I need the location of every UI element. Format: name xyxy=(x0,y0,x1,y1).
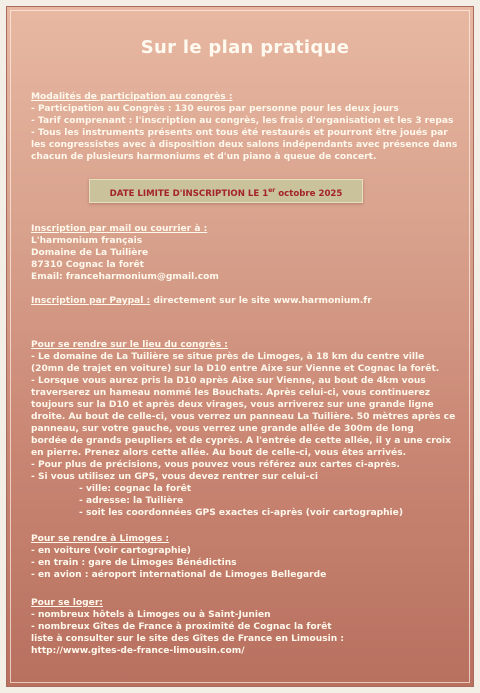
acces-line: droite. Au bout de celle-ci, vous verrez un panneau La Tuilière. 50 mètres après ce xyxy=(31,412,456,422)
limoges-heading: Pour se rendre à Limoges : xyxy=(31,534,170,544)
limoges-line: - en train : gare de Limoges Bénédictins xyxy=(31,558,237,568)
acces-line: bordée de grands peupliers et de cyprès. A l'entrée de cette allée, il y a une croix xyxy=(31,436,451,446)
acces-line: (20mn de trajet en voiture) sur la D10 entre Aixe sur Vienne et Cognac la forêt. xyxy=(31,364,440,374)
mail-line: Domaine de La Tuilière xyxy=(31,248,149,258)
mail-heading: Inscription par mail ou courrier à : xyxy=(31,224,208,234)
limoges-line: - en voiture (voir cartographie) xyxy=(31,546,191,556)
page-frame xyxy=(6,6,474,687)
acces-line: toujours sur la D10 et après deux virages, vous arriverez sur une grande ligne xyxy=(31,400,434,410)
paypal-heading: Inscription par Paypal : xyxy=(31,296,151,306)
gps-line: - soit les coordonnées GPS exactes ci-après (voir cartographie) xyxy=(79,508,404,518)
acces-line: - Lorsque vous aurez pris la D10 après Aixe sur Vienne, au bout de 4km vous xyxy=(31,376,426,386)
gps-line: - adresse: la Tuilière xyxy=(79,496,184,506)
deadline-prefix: DATE LIMITE D'INSCRIPTION LE 1 xyxy=(109,188,269,199)
acces-line: en pierre. Prenez alors cette allée. Au bout de celle-ci, vous êtes arrivés. xyxy=(31,448,407,458)
loger-line: - nombreux Gîtes de France à proximité de Cognac la forêt xyxy=(31,622,332,632)
acces-line: - Pour plus de précisions, vous pouvez vous référez aux cartes ci-après. xyxy=(31,460,400,470)
modalites-line: - Tarif comprenant : l'inscription au congrès, les frais d'organisation et les 3 repas xyxy=(31,116,454,126)
deadline-sup: er xyxy=(268,187,276,194)
email-line[interactable]: Email: franceharmonium@gmail.com xyxy=(31,272,219,282)
acces-line: - Si vous utilisez un GPS, vous devez rentrer sur celui-ci xyxy=(31,472,318,482)
loger-heading: Pour se loger: xyxy=(31,598,103,608)
page-title: Sur le plan pratique xyxy=(140,37,350,58)
acces-line: panneau, sur votre gauche, vous verrez une grande allée de 300m de long xyxy=(31,424,414,434)
acces-heading: Pour se rendre sur le lieu du congrès : xyxy=(31,340,228,350)
modalites-line: chacun de plusieurs harmoniums et d'un piano à queue de concert. xyxy=(31,152,377,162)
mail-line: L'harmonium français xyxy=(31,236,143,246)
gites-link[interactable]: http://www.gites-de-france-limousin.com/ xyxy=(31,646,245,656)
modalites-line: - Tous les instruments présents ont tous été restaurés et pourront être joués par xyxy=(31,128,448,138)
mail-line: 87310 Cognac la forêt xyxy=(31,260,145,270)
paypal-link[interactable]: directement sur le site www.harmonium.fr xyxy=(150,296,372,306)
paypal-line xyxy=(31,295,459,307)
modalites-line: les congressistes avec à disposition deux salons indépendants avec présence dans xyxy=(31,140,458,150)
deadline-suffix: octobre 2025 xyxy=(275,188,343,199)
modalites-line: - Participation au Congrès : 130 euros par personne pour les deux jours xyxy=(31,104,399,114)
limoges-line: - en avion : aéroport international de Limoges Bellegarde xyxy=(31,570,327,580)
acces-line: traverserez un hameau nommé les Bouchats. Après celui-ci, vous continuerez xyxy=(31,388,431,398)
loger-line: - nombreux hôtels à Limoges ou à Saint-Junien xyxy=(31,610,271,620)
loger-line: liste à consulter sur le site des Gîtes de France en Limousin : xyxy=(31,634,345,644)
gps-line: - ville: cognac la forêt xyxy=(79,484,192,494)
modalites-heading: Modalités de participation au congrès : xyxy=(31,92,233,102)
acces-line: - Le domaine de La Tuilière se situe près de Limoges, à 18 km du centre ville xyxy=(31,352,425,362)
deadline-banner xyxy=(89,179,363,203)
